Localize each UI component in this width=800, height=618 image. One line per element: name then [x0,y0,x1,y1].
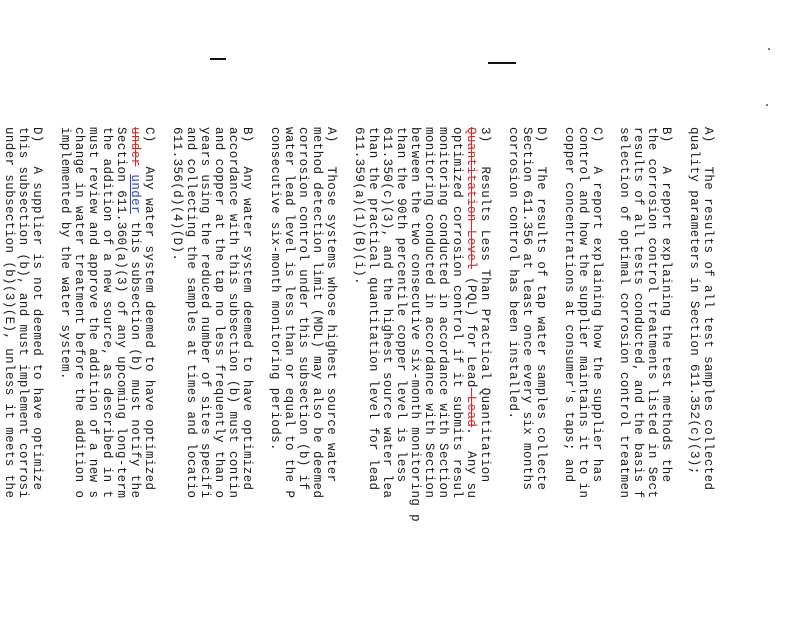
text-fragment: . Any su [464,427,478,499]
text-line: selection of optimal corrosion control treatmen [617,127,631,499]
text-line: years using the reduced number of sites specifi [198,127,212,499]
struck-text: Lead [464,387,478,428]
text-line: under subsection (b)(3)(E), unless it meets the [2,127,16,499]
text-line: 611.356(d)(4)(D). [170,127,184,262]
struck-text: Quantitation Level [464,127,478,270]
scan-mark [488,62,516,64]
text-line: monitoring conducted in accordance with Section [436,127,450,499]
text-line: 611.350(c)(3), and the highest source water lea [380,127,394,499]
text-line: the corrosion control treatments listed in Sect [645,127,659,499]
text-line: monitoring conducted in accordance with Section [422,127,436,499]
text-line [464,127,478,498]
text-line: the addition of a new source, as described in t [100,127,114,499]
scan-speck [766,104,768,106]
text-line: implemented by the water system. [58,127,72,380]
struck-text: under [128,127,142,167]
scan-speck [768,48,770,50]
text-line: consecutive six-month monitoring periods. [268,127,282,451]
text-line: and copper at the tap no less frequently than o [212,127,226,499]
text-line: accordance with this subsection (b) must contin [226,127,240,499]
text-line: change in water treatment before the addition o [72,127,86,499]
text-line: copper concentrations at consumer's taps; and [562,127,576,483]
text-line: method detection limit (MDL) may also be deemed [310,127,324,499]
text-line: quality parameters in Section 611.352(c)(3); [687,127,701,475]
text-line [128,127,142,498]
text-line: must review and approve the addition of a new s [86,127,100,499]
section-heading: 3) Results Less Than Practical Quantitation [478,127,492,483]
text-line: B) Any water system deemed to have optimized [240,127,254,491]
text-line: this subsection (b), and must implement corrosi [16,127,30,499]
text-line: than the 90th percentile copper level is less [394,127,408,483]
text-line: corrosion control has been installed. [506,127,520,420]
text-line: control and how the supplier maintains it to in [576,127,590,499]
text-line: D) The results of tap water samples collecte [534,127,548,491]
text-line: A) Those systems whose highest source water [324,127,338,483]
text-line: C) A report explaining how the supplier has [590,127,604,483]
text-line: A) The results of all test samples collected [701,127,715,491]
text-line: water lead level is less than or equal to the P [282,127,296,499]
scan-mark [210,58,226,60]
text-fragment: (PQL) for Lead [464,269,478,388]
text-line: than the practical quantitation level for lead [366,127,380,491]
text-line: D) A supplier is not deemed to have optimize [30,127,44,491]
text-fragment: this subsection (b) must notify the [128,213,142,499]
text-line: 611.359(a)(1)(B)(i). [352,127,366,286]
text-line: B) A report explaining the test methods the [659,127,673,483]
inserted-text: under [128,174,142,214]
text-line: optimized corrosion control if it submits resul [450,127,464,499]
text-line: C) Any water system deemed to have optimized [142,127,156,491]
text-line: between the two consecutive six-month monitoring p [408,127,422,523]
text-line: and collecting the samples at times and locatio [184,127,198,499]
text-line: results of all tests conducted, and the basis f [631,127,645,499]
text-line: corrosion control under this subsection (b) if [296,127,310,491]
text-line: Section 611.360(a)(3) of any upcoming long-term [114,127,128,499]
text-line: Section 611.356 at least once every six months [520,127,534,491]
